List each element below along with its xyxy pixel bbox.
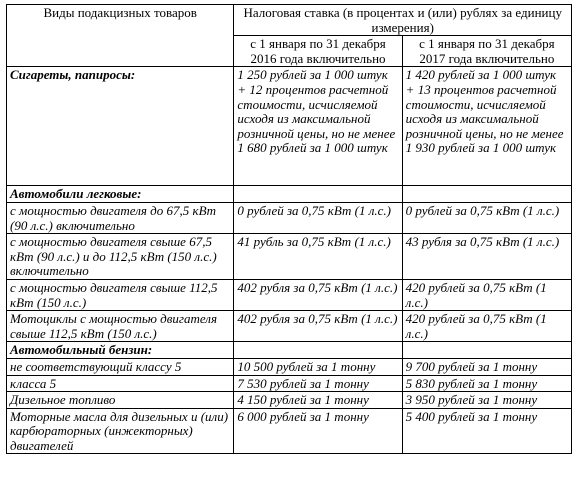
rate-2016: 41 рубль за 0,75 кВт (1 л.с.) bbox=[234, 234, 402, 280]
header-period-2016: с 1 января по 31 декабря 2016 года включительно bbox=[234, 36, 402, 67]
section-row bbox=[7, 342, 572, 359]
empty-cell bbox=[234, 342, 402, 359]
table-row bbox=[7, 234, 572, 280]
table-row bbox=[7, 358, 572, 375]
goods-name: Моторные масла для дизельных и (или) карбюраторных (инжекторных) двигателей bbox=[7, 408, 234, 454]
goods-name: с мощностью двигателя до 67,5 кВт (90 л.с.) включительно bbox=[7, 202, 234, 233]
rate-2017: 9 700 рублей за 1 тонну bbox=[402, 358, 571, 375]
empty-cell bbox=[402, 342, 571, 359]
rate-2016 bbox=[234, 202, 402, 233]
header-goods-type: Виды подакцизных товаров bbox=[7, 5, 234, 67]
excise-rates-table bbox=[6, 4, 572, 454]
goods-name: класса 5 bbox=[7, 375, 234, 392]
rate-2017: 420 рублей за 0,75 кВт (1 л.с.) bbox=[402, 279, 571, 310]
section-title: Автомобильный бензин: bbox=[7, 342, 234, 359]
table-row bbox=[7, 375, 572, 392]
rate-2017: 420 рублей за 0,75 кВт (1 л.с.) bbox=[402, 311, 571, 342]
header-tax-rate: Налоговая ставка (в процентах и (или) рублях за единицу измерения) bbox=[234, 5, 572, 36]
goods-name: Сигареты, папиросы: bbox=[7, 67, 234, 186]
table-row bbox=[7, 67, 572, 186]
table-row bbox=[7, 279, 572, 310]
rate-2017: 5 830 рублей за 1 тонну bbox=[402, 375, 571, 392]
rate-text: 0 рублей за 0,75 кВт (1 л.с.) bbox=[237, 202, 391, 218]
goods-name: Дизельное топливо bbox=[7, 392, 234, 409]
rate-2016: 402 рубля за 0,75 кВт (1 л.с.) bbox=[234, 279, 402, 310]
goods-name: Мотоциклы с мощностью двигателя свыше 112,5 кВт (150 л.с.) bbox=[7, 311, 234, 342]
rate-2017 bbox=[402, 202, 571, 233]
rate-2017: 1 420 рублей за 1 000 штук + 13 процентов расчетной стоимости, исчисляемой исходя из максимальной розничной цены, но не менее 1 930 рублей за 1 000 штук bbox=[402, 67, 571, 186]
rate-2017: 3 950 рублей за 1 тонну bbox=[402, 392, 571, 409]
goods-name: с мощностью двигателя свыше 67,5 кВт (90 л.с.) и до 112,5 кВт (150 л.с.) включительно bbox=[7, 234, 234, 280]
empty-cell bbox=[402, 186, 571, 203]
table-row bbox=[7, 408, 572, 454]
empty-cell bbox=[234, 186, 402, 203]
rate-2016: 10 500 рублей за 1 тонну bbox=[234, 358, 402, 375]
rate-2016: 4 150 рублей за 1 тонну bbox=[234, 392, 402, 409]
header-row bbox=[7, 5, 572, 36]
rate-2017: 43 рубля за 0,75 кВт (1 л.с.) bbox=[402, 234, 571, 280]
rate-text: 0 рублей за 0,75 кВт (1 л.с.) bbox=[405, 202, 560, 218]
header-period-2017: с 1 января по 31 декабря 2017 года включительно bbox=[402, 36, 571, 67]
rate-2016: 7 530 рублей за 1 тонну bbox=[234, 375, 402, 392]
table-row bbox=[7, 202, 572, 233]
table-row bbox=[7, 392, 572, 409]
goods-name: не соответствующий классу 5 bbox=[7, 358, 234, 375]
rate-2016: 6 000 рублей за 1 тонну bbox=[234, 408, 402, 454]
table-row bbox=[7, 311, 572, 342]
goods-name: с мощностью двигателя свыше 112,5 кВт (150 л.с.) bbox=[7, 279, 234, 310]
section-row bbox=[7, 186, 572, 203]
rate-2016: 402 рубля за 0,75 кВт (1 л.с.) bbox=[234, 311, 402, 342]
section-title: Автомобили легковые: bbox=[7, 186, 234, 203]
rate-2017: 5 400 рублей за 1 тонну bbox=[402, 408, 571, 454]
rate-2016: 1 250 рублей за 1 000 штук + 12 процентов расчетной стоимости, исчисляемой исходя из максимальной розничной цены, но не менее 1 680 рублей за 1 000 штук bbox=[234, 67, 402, 186]
